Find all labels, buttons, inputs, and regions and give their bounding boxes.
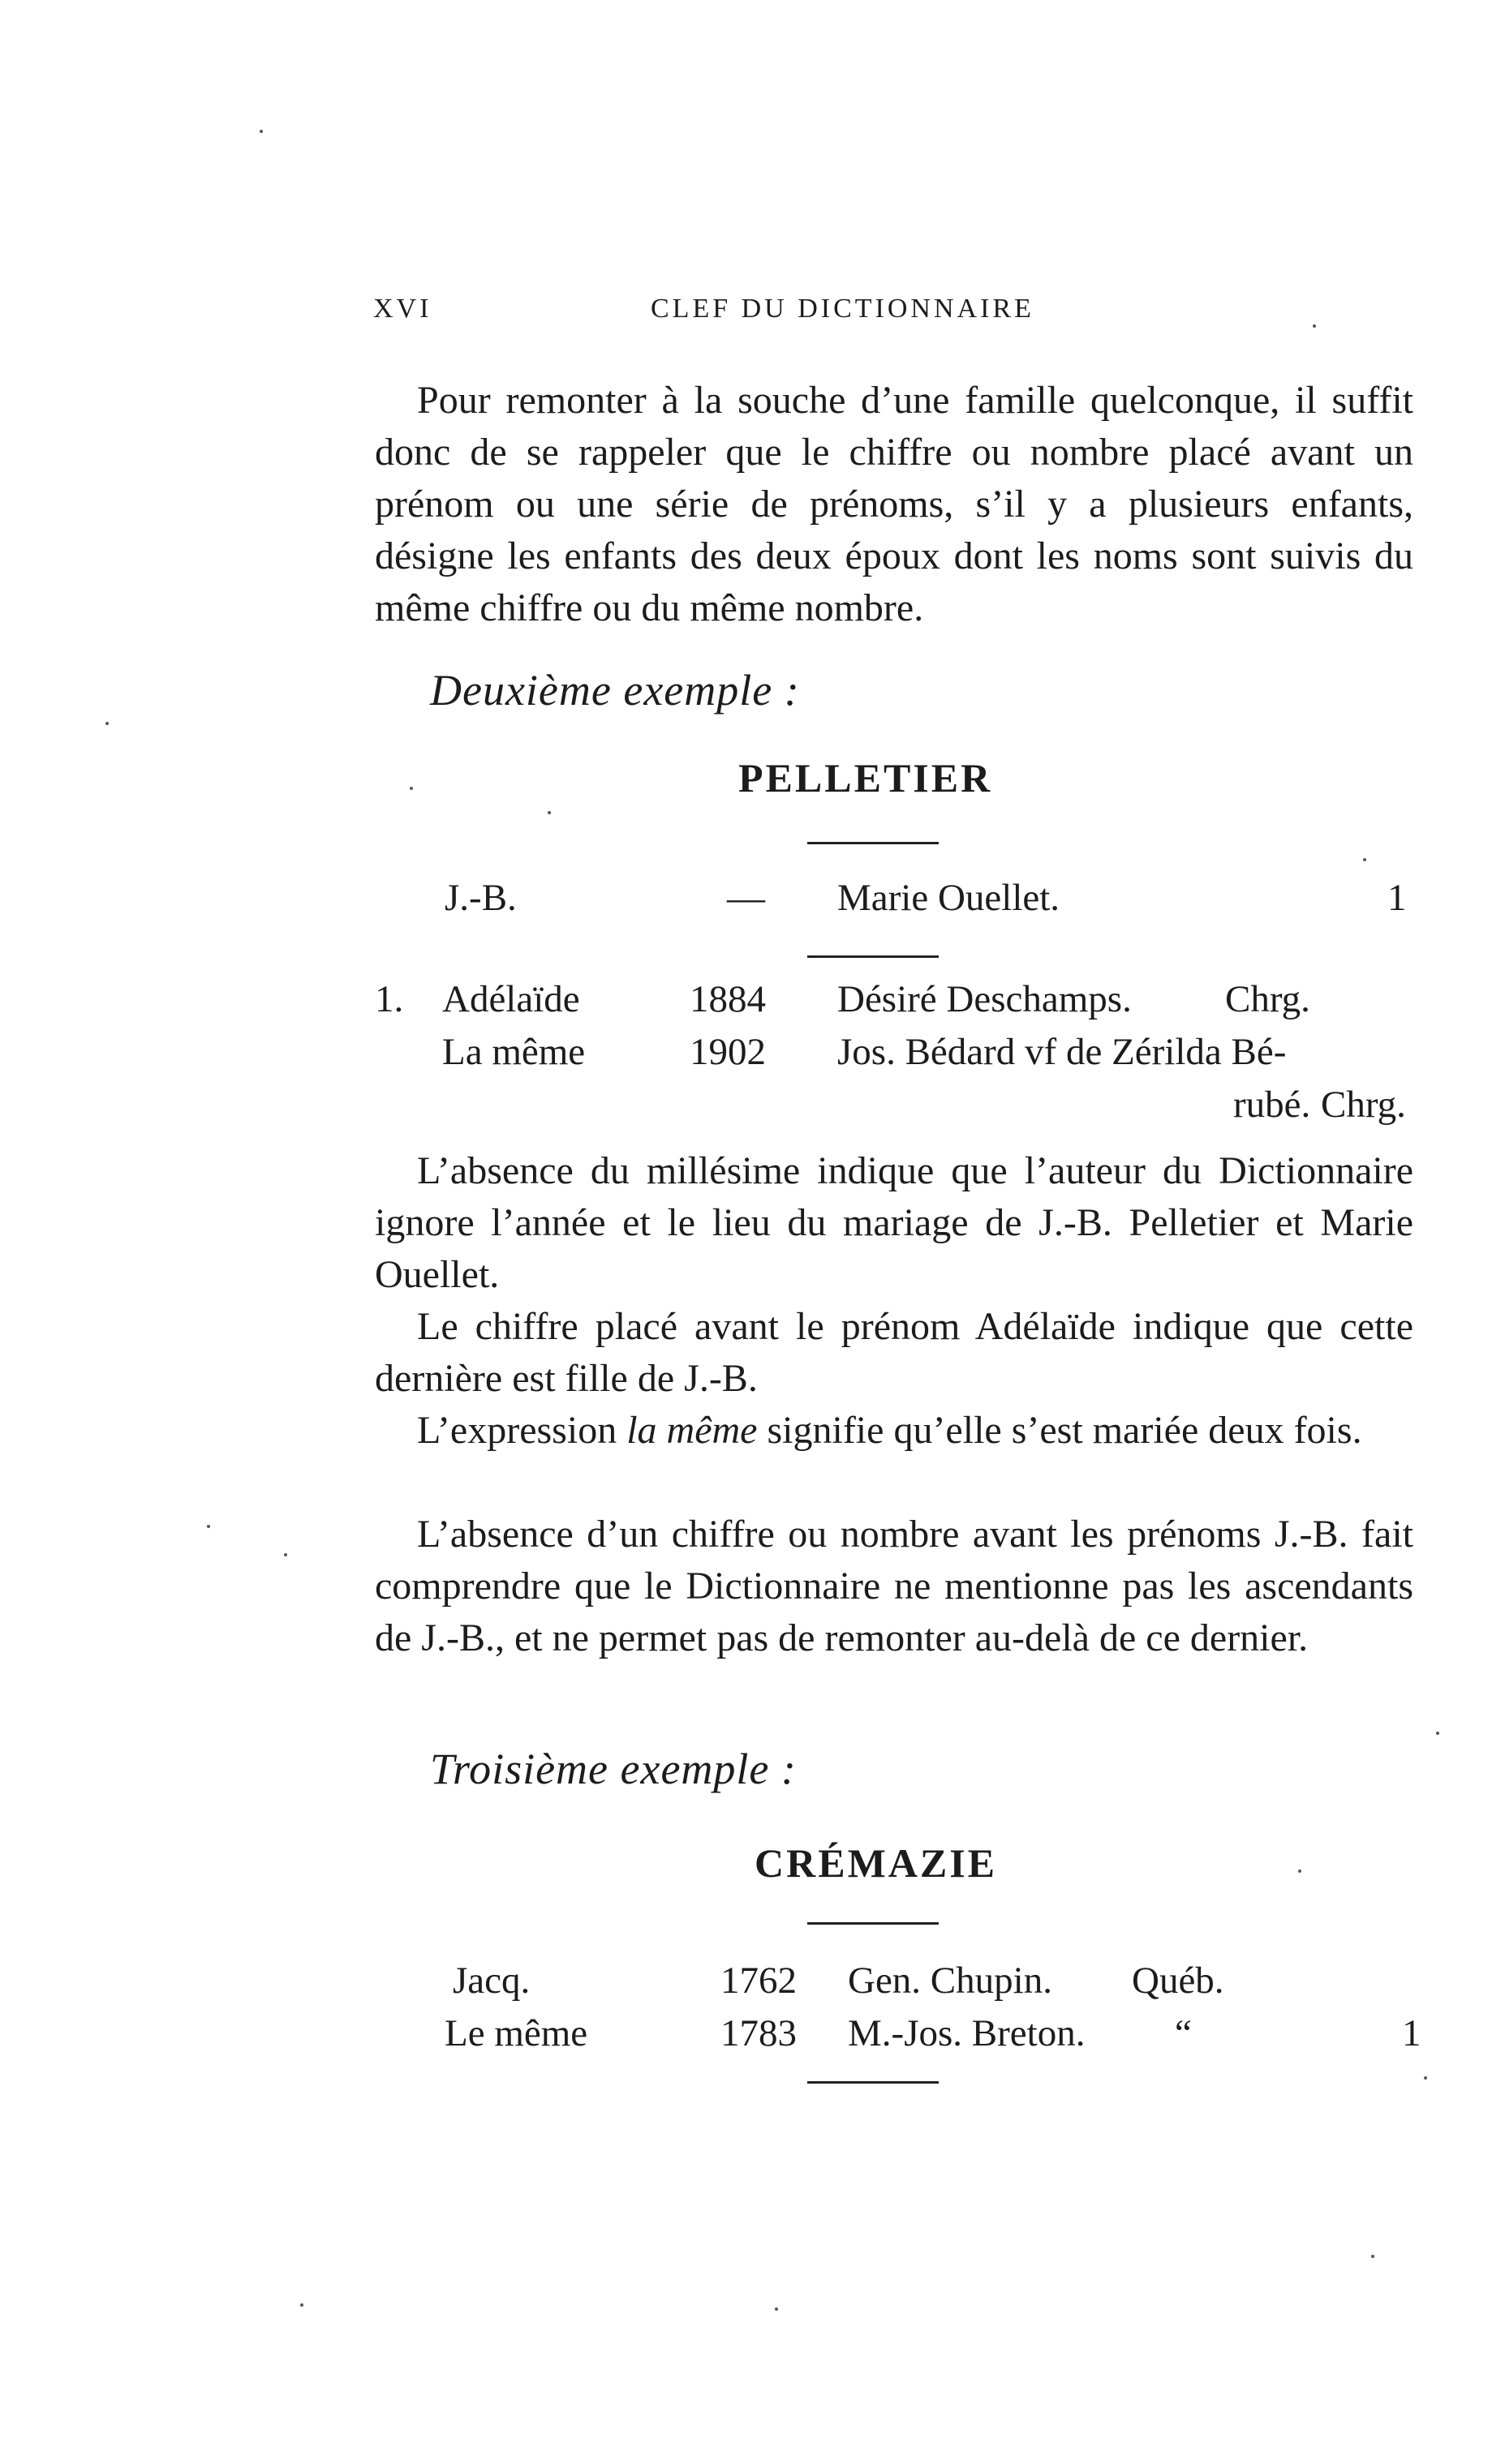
paragraph-explanation-2: Le chiffre placé avant le prénom Adélaïde indique que cette dernière est fille de J.-B.: [375, 1305, 1413, 1400]
scan-speck: [1298, 1869, 1301, 1873]
scan-speck: [300, 2303, 303, 2307]
scan-speck: [105, 722, 109, 725]
paragraph-explanation-1: L’absence du millésime indique que l’auteur du Dictionnaire ignore l’année et le lieu du mariage de J.-B. Pelletier et Marie Ouellet.: [375, 1149, 1413, 1296]
child-place: Chrg.: [1321, 1084, 1406, 1126]
entry-ref: 1: [1402, 2012, 1421, 2054]
child-name: Adélaïde: [442, 978, 580, 1020]
entry-name: Jacq.: [453, 1960, 531, 2002]
paragraph-explanation-3: [375, 1405, 1413, 1457]
entry-spouse: Gen. Chupin.: [848, 1960, 1052, 2002]
scan-speck: [548, 811, 551, 814]
scan-speck: [260, 130, 263, 133]
parents-row: [0, 876, 1505, 928]
entry-year: 1783: [720, 2012, 797, 2054]
scan-speck: [1371, 2255, 1374, 2258]
scan-speck: [1313, 324, 1316, 328]
parent-ref: 1: [1387, 877, 1407, 919]
child-row: [0, 977, 1505, 1029]
example-label-3: Troisième exemple :: [430, 1745, 797, 1793]
child-spouse: Désiré Deschamps.: [837, 978, 1132, 1020]
scan-speck: [410, 787, 413, 790]
parent-year: —: [727, 877, 765, 919]
entry-spouse: M.-Jos. Breton.: [848, 2012, 1086, 2054]
paragraph-explanation-4: L’absence d’un chiffre ou nombre avant les prénoms J.-B. fait comprendre que le Dictionnaire ne mentionne pas les ascendants de J.-B., et ne permet pas de remonter au-delà de ce dernier.: [375, 1513, 1413, 1659]
paragraph-text: L’expression: [417, 1409, 627, 1452]
child-year: 1884: [690, 978, 766, 1020]
child-row-continued: [0, 1083, 1505, 1135]
child-year: 1902: [690, 1031, 766, 1073]
entry-name: Le même: [445, 2012, 588, 2054]
paragraph-intro: Pour remonter à la souche d’une famille quelconque, il suffit donc de se rappeler que le chiffre ou nombre placé avant un prénom ou une série de prénoms, s’il y a plusieurs enfants, désigne les enfants des deux époux dont les noms sont suivis du même chiffre ou du même nombre.: [375, 379, 1413, 629]
child-name: La même: [442, 1031, 586, 1073]
running-header: CLEF DU DICTIONNAIRE: [651, 294, 1034, 324]
scan-speck: [1363, 858, 1366, 861]
child-row: [0, 1030, 1505, 1082]
parent-name: J.-B.: [445, 877, 517, 919]
example-label-2: Deuxième exemple :: [430, 666, 800, 715]
scan-speck: [1436, 1732, 1439, 1735]
rule-below-parents: [807, 955, 939, 958]
page-number: XVI: [373, 294, 432, 324]
entry-year: 1762: [720, 1960, 797, 2002]
rule-above-entries: [807, 1922, 939, 1925]
child-spouse-continued: rubé.: [1233, 1084, 1311, 1126]
entry-row: [0, 1959, 1505, 2011]
child-place: Chrg.: [1225, 978, 1310, 1020]
child-spouse: Jos. Bédard vf de Zérilda Bé-: [837, 1031, 1287, 1073]
family-name-pelletier: PELLETIER: [738, 755, 993, 801]
parent-spouse: Marie Ouellet.: [837, 877, 1060, 919]
entry-row: [0, 2011, 1505, 2063]
italic-phrase: la même: [626, 1409, 758, 1452]
paragraph-text: signifie qu’elle s’est mariée deux fois.: [757, 1409, 1362, 1452]
child-number: 1.: [375, 978, 404, 1020]
rule-below-entries: [807, 2081, 939, 2084]
entry-place: “: [1175, 2012, 1192, 2054]
scan-speck: [775, 2307, 778, 2311]
family-name-cremazie: CRÉMAZIE: [755, 1840, 998, 1886]
scan-speck: [207, 1525, 210, 1528]
scan-speck: [1424, 2076, 1427, 2080]
rule-above-parents: [807, 842, 939, 844]
scan-speck: [284, 1553, 287, 1556]
entry-place: Québ.: [1132, 1960, 1224, 2002]
